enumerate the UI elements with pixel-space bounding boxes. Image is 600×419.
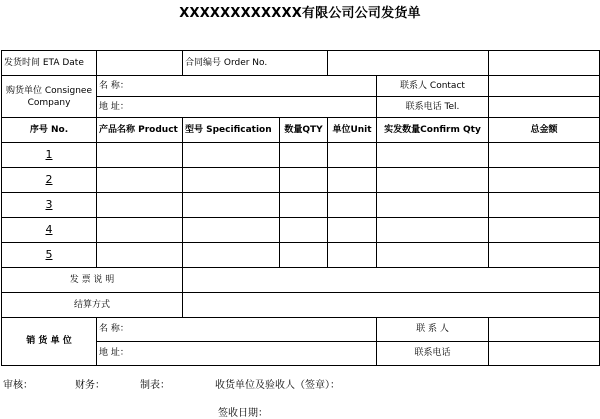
review-label: 审核：: [3, 380, 33, 391]
consignee-phone-field[interactable]: [489, 97, 600, 118]
settlement-row: [2, 293, 600, 318]
row-number: 3: [45, 197, 53, 211]
row-number: 1: [45, 147, 53, 161]
seller-phone-label: 联系电话: [377, 342, 489, 366]
seller-name-row: [2, 318, 600, 342]
table-row: [2, 243, 600, 268]
spec-cell[interactable]: [183, 143, 280, 168]
spec-cell[interactable]: [183, 218, 280, 243]
unit-cell[interactable]: [328, 243, 377, 268]
header-no: 序号 No.: [2, 118, 97, 143]
qty-cell[interactable]: [280, 168, 328, 193]
qty-cell[interactable]: [280, 218, 328, 243]
consignee-contact-label: 联系人 Contact: [377, 76, 489, 97]
table-row: [2, 168, 600, 193]
blank-cell[interactable]: [489, 51, 600, 76]
invoice-row: [2, 268, 600, 293]
seller-contact-field[interactable]: [489, 318, 600, 342]
seller-phone-field[interactable]: [489, 342, 600, 366]
unit-cell[interactable]: [328, 168, 377, 193]
qty-cell[interactable]: [280, 143, 328, 168]
form-title: XXXXXXXXXXXX有限公司公司发货单: [179, 6, 421, 21]
invoice-label: 发 票 说 明: [2, 268, 183, 293]
eta-date-field[interactable]: [97, 51, 183, 76]
spec-cell[interactable]: [183, 168, 280, 193]
row-number: 2: [45, 172, 53, 186]
consignee-name-label[interactable]: 名 称：: [97, 76, 377, 97]
header-unit: 单位Unit: [328, 118, 377, 143]
consignee-contact-field[interactable]: [489, 76, 600, 97]
header-amount: 总金额: [489, 118, 600, 143]
row-number: 4: [45, 222, 53, 236]
consignee-name-row: [2, 76, 600, 97]
spec-cell[interactable]: [183, 193, 280, 218]
table-row: [2, 143, 600, 168]
product-cell[interactable]: [97, 193, 183, 218]
settlement-label: 结算方式: [2, 293, 183, 318]
spec-cell[interactable]: [183, 243, 280, 268]
seller-name-label[interactable]: 名 称：: [97, 318, 377, 342]
header-spec: 型号 Specification: [183, 118, 280, 143]
product-cell[interactable]: [97, 143, 183, 168]
row-number: 5: [45, 247, 53, 261]
product-cell[interactable]: [97, 218, 183, 243]
finance-label: 财务：: [75, 380, 105, 391]
header-qty: 数量QTY: [280, 118, 328, 143]
table-row: [2, 193, 600, 218]
amount-cell[interactable]: [489, 243, 600, 268]
confirm-qty-cell[interactable]: [377, 143, 489, 168]
seller-label: 销 货 单 位: [2, 318, 97, 366]
consignee-label: 购货单位 Consignee Company: [2, 76, 97, 118]
unit-cell[interactable]: [328, 193, 377, 218]
unit-cell[interactable]: [328, 143, 377, 168]
consignee-phone-label: 联系电话 Tel.: [377, 97, 489, 118]
product-cell[interactable]: [97, 243, 183, 268]
date-order-row: [2, 51, 600, 76]
confirm-qty-cell[interactable]: [377, 193, 489, 218]
seller-contact-label: 联 系 人: [377, 318, 489, 342]
amount-cell[interactable]: [489, 143, 600, 168]
sign-date-label: 签收日期：: [218, 408, 268, 419]
confirm-qty-cell[interactable]: [377, 218, 489, 243]
order-no-field[interactable]: [328, 51, 489, 76]
table-row: [2, 218, 600, 243]
confirm-qty-cell[interactable]: [377, 243, 489, 268]
header-confirm-qty: 实发数量Confirm Qty: [377, 118, 489, 143]
seller-address-label[interactable]: 地 址：: [97, 342, 377, 366]
qty-cell[interactable]: [280, 193, 328, 218]
delivery-note-table: [1, 50, 600, 366]
amount-cell[interactable]: [489, 168, 600, 193]
receiver-signature-label: 收货单位及验收人（签章）：: [215, 380, 340, 391]
amount-cell[interactable]: [489, 193, 600, 218]
header-product: 产品名称 Product: [97, 118, 183, 143]
maker-label: 制表：: [140, 380, 170, 391]
eta-date-label: 发货时间 ETA Date: [2, 51, 97, 76]
confirm-qty-cell[interactable]: [377, 168, 489, 193]
items-header-row: [2, 118, 600, 143]
unit-cell[interactable]: [328, 218, 377, 243]
product-cell[interactable]: [97, 168, 183, 193]
settlement-field[interactable]: [183, 293, 600, 318]
invoice-field[interactable]: [183, 268, 600, 293]
amount-cell[interactable]: [489, 218, 600, 243]
qty-cell[interactable]: [280, 243, 328, 268]
order-no-label: 合同编号 Order No.: [183, 51, 328, 76]
consignee-address-label[interactable]: 地 址：: [97, 97, 377, 118]
